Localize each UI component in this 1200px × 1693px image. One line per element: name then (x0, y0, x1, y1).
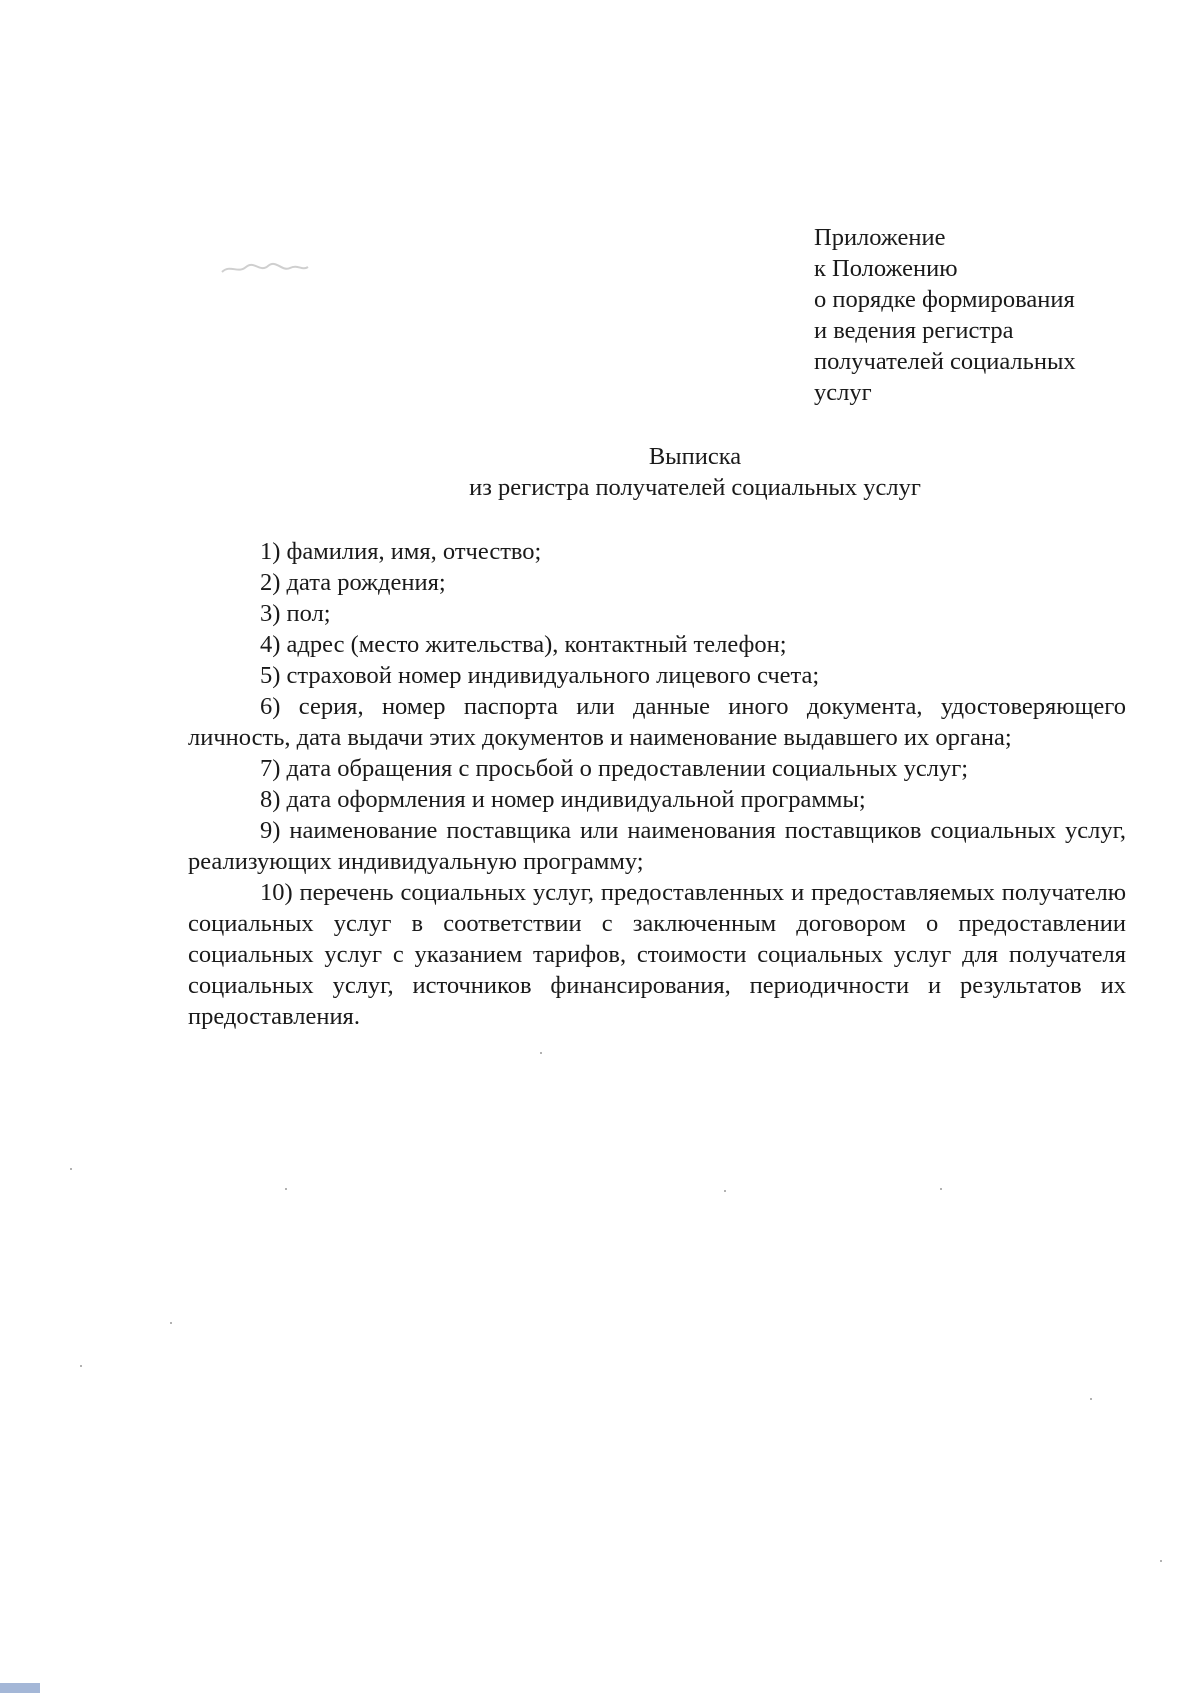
scan-speck (1160, 1560, 1162, 1562)
appendix-line: Приложение (814, 224, 946, 251)
scan-edge-mark (0, 1683, 40, 1693)
scan-speck (724, 1190, 726, 1192)
scan-speck (1090, 1398, 1092, 1400)
list-item: 7) дата обращения с просьбой о предоставлении социальных услуг; (260, 755, 969, 782)
faded-stamp-mark (220, 258, 310, 280)
list-item: 1) фамилия, имя, отчество; (260, 538, 542, 565)
document-title (0, 441, 1200, 503)
scan-speck (285, 1188, 287, 1190)
scan-speck (170, 1322, 172, 1324)
list-item: 4) адрес (место жительства), контактный телефон; (260, 631, 787, 658)
list-item: 3) пол; (260, 600, 331, 627)
items-list (188, 536, 1126, 1032)
scan-speck (80, 1365, 82, 1367)
list-item: 8) дата оформления и номер индивидуальной программы; (260, 786, 866, 813)
appendix-header (814, 222, 1134, 408)
scan-speck (540, 1052, 542, 1054)
title-line-1: Выписка (648, 443, 742, 470)
scan-speck (70, 1168, 72, 1170)
title-line-2: из регистра получателей социальных услуг (469, 474, 921, 501)
appendix-line: получателей социальных (814, 348, 1076, 375)
scan-speck (940, 1188, 942, 1190)
appendix-line: о порядке формирования (814, 286, 1075, 313)
list-item: 2) дата рождения; (260, 569, 446, 596)
appendix-line: и ведения регистра (814, 317, 1014, 344)
list-item: 10) перечень социальных услуг, предоставленных и предоставляемых получателю социальных услуг в соответствии с заключенным договором о предоставлении социальных услуг с указанием тарифов, стоимости социальных услуг для получателя социальных услуг, источников финансирования, периодичности и результатов их предоставления. (188, 879, 1126, 1030)
list-item: 9) наименование поставщика или наименования поставщиков социальных услуг, реализующих индивидуальную программу; (188, 817, 1126, 875)
appendix-line: к Положению (814, 255, 958, 282)
list-item: 5) страховой номер индивидуального лицевого счета; (260, 662, 820, 689)
appendix-line: услуг (814, 379, 872, 406)
list-item: 6) серия, номер паспорта или данные иного документа, удостоверяющего личность, дата выдачи этих документов и наименование выдавшего их органа; (188, 693, 1126, 751)
